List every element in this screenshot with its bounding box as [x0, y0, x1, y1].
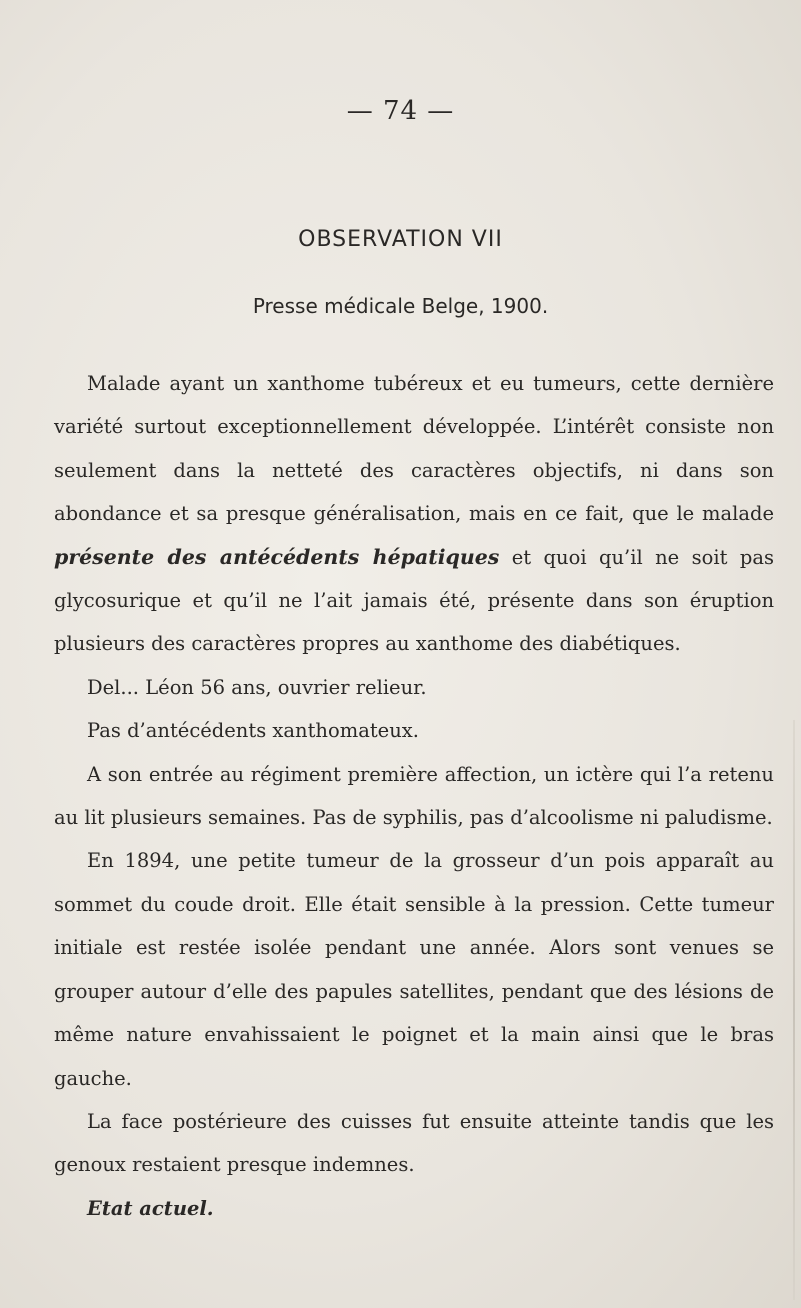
observation-title: OBSERVATION VII: [298, 227, 503, 252]
paragraph-intro-part1: Malade ayant un xanthome tubéreux et eu tumeurs, cette dernière variété surtout exceptionnellement développée. L’intérêt consiste non seulement dans la netteté des caractères objectifs, ni dans son abondance et sa presque généralisation, mais en ce fait, que le malade: [54, 372, 774, 526]
patient-identity: Del... Léon 56 ans, ouvrier relieur.: [87, 675, 427, 699]
source-citation: Presse médicale Belge, 1900.: [252, 294, 549, 318]
section-heading-current-state: Etat actuel.: [87, 1196, 214, 1220]
body-text: [54, 362, 774, 1230]
page-edge-shadow: [793, 720, 795, 1300]
family-history: Pas d’antécédents xanthomateux.: [87, 719, 419, 743]
disease-progression: La face postérieure des cuisses fut ensuite atteinte tandis que les genoux restaient presque indemnes.: [54, 1109, 774, 1177]
disease-onset: En 1894, une petite tumeur de la grosseur d’un pois apparaît au sommet du coude droit. Elle était sensible à la pression. Cette tumeur initiale est restée isolée pendant une année. Alors sont venues se grouper autour d’elle des papules satellites, pendant que des lésions de même nature envahissaient le poignet et la main ainsi que le bras gauche.: [54, 849, 774, 1090]
paragraph-intro: [54, 362, 774, 666]
emphasis-hepatic-antecedents: présente des antécédents hépatiques: [54, 544, 500, 569]
page-number: — 74 —: [346, 96, 455, 126]
paragraph-intro-part2: et quoi qu’il ne soit pas glycosurique et qu’il ne l’ait jamais été, présente dans son éruption plusieurs des caractères propres au xanthome des diabétiques.: [54, 545, 774, 656]
personal-history: A son entrée au régiment première affection, un ictère qui l’a retenu au lit plusieurs semaines. Pas de syphilis, pas d’alcoolisme ni paludisme.: [54, 762, 774, 830]
